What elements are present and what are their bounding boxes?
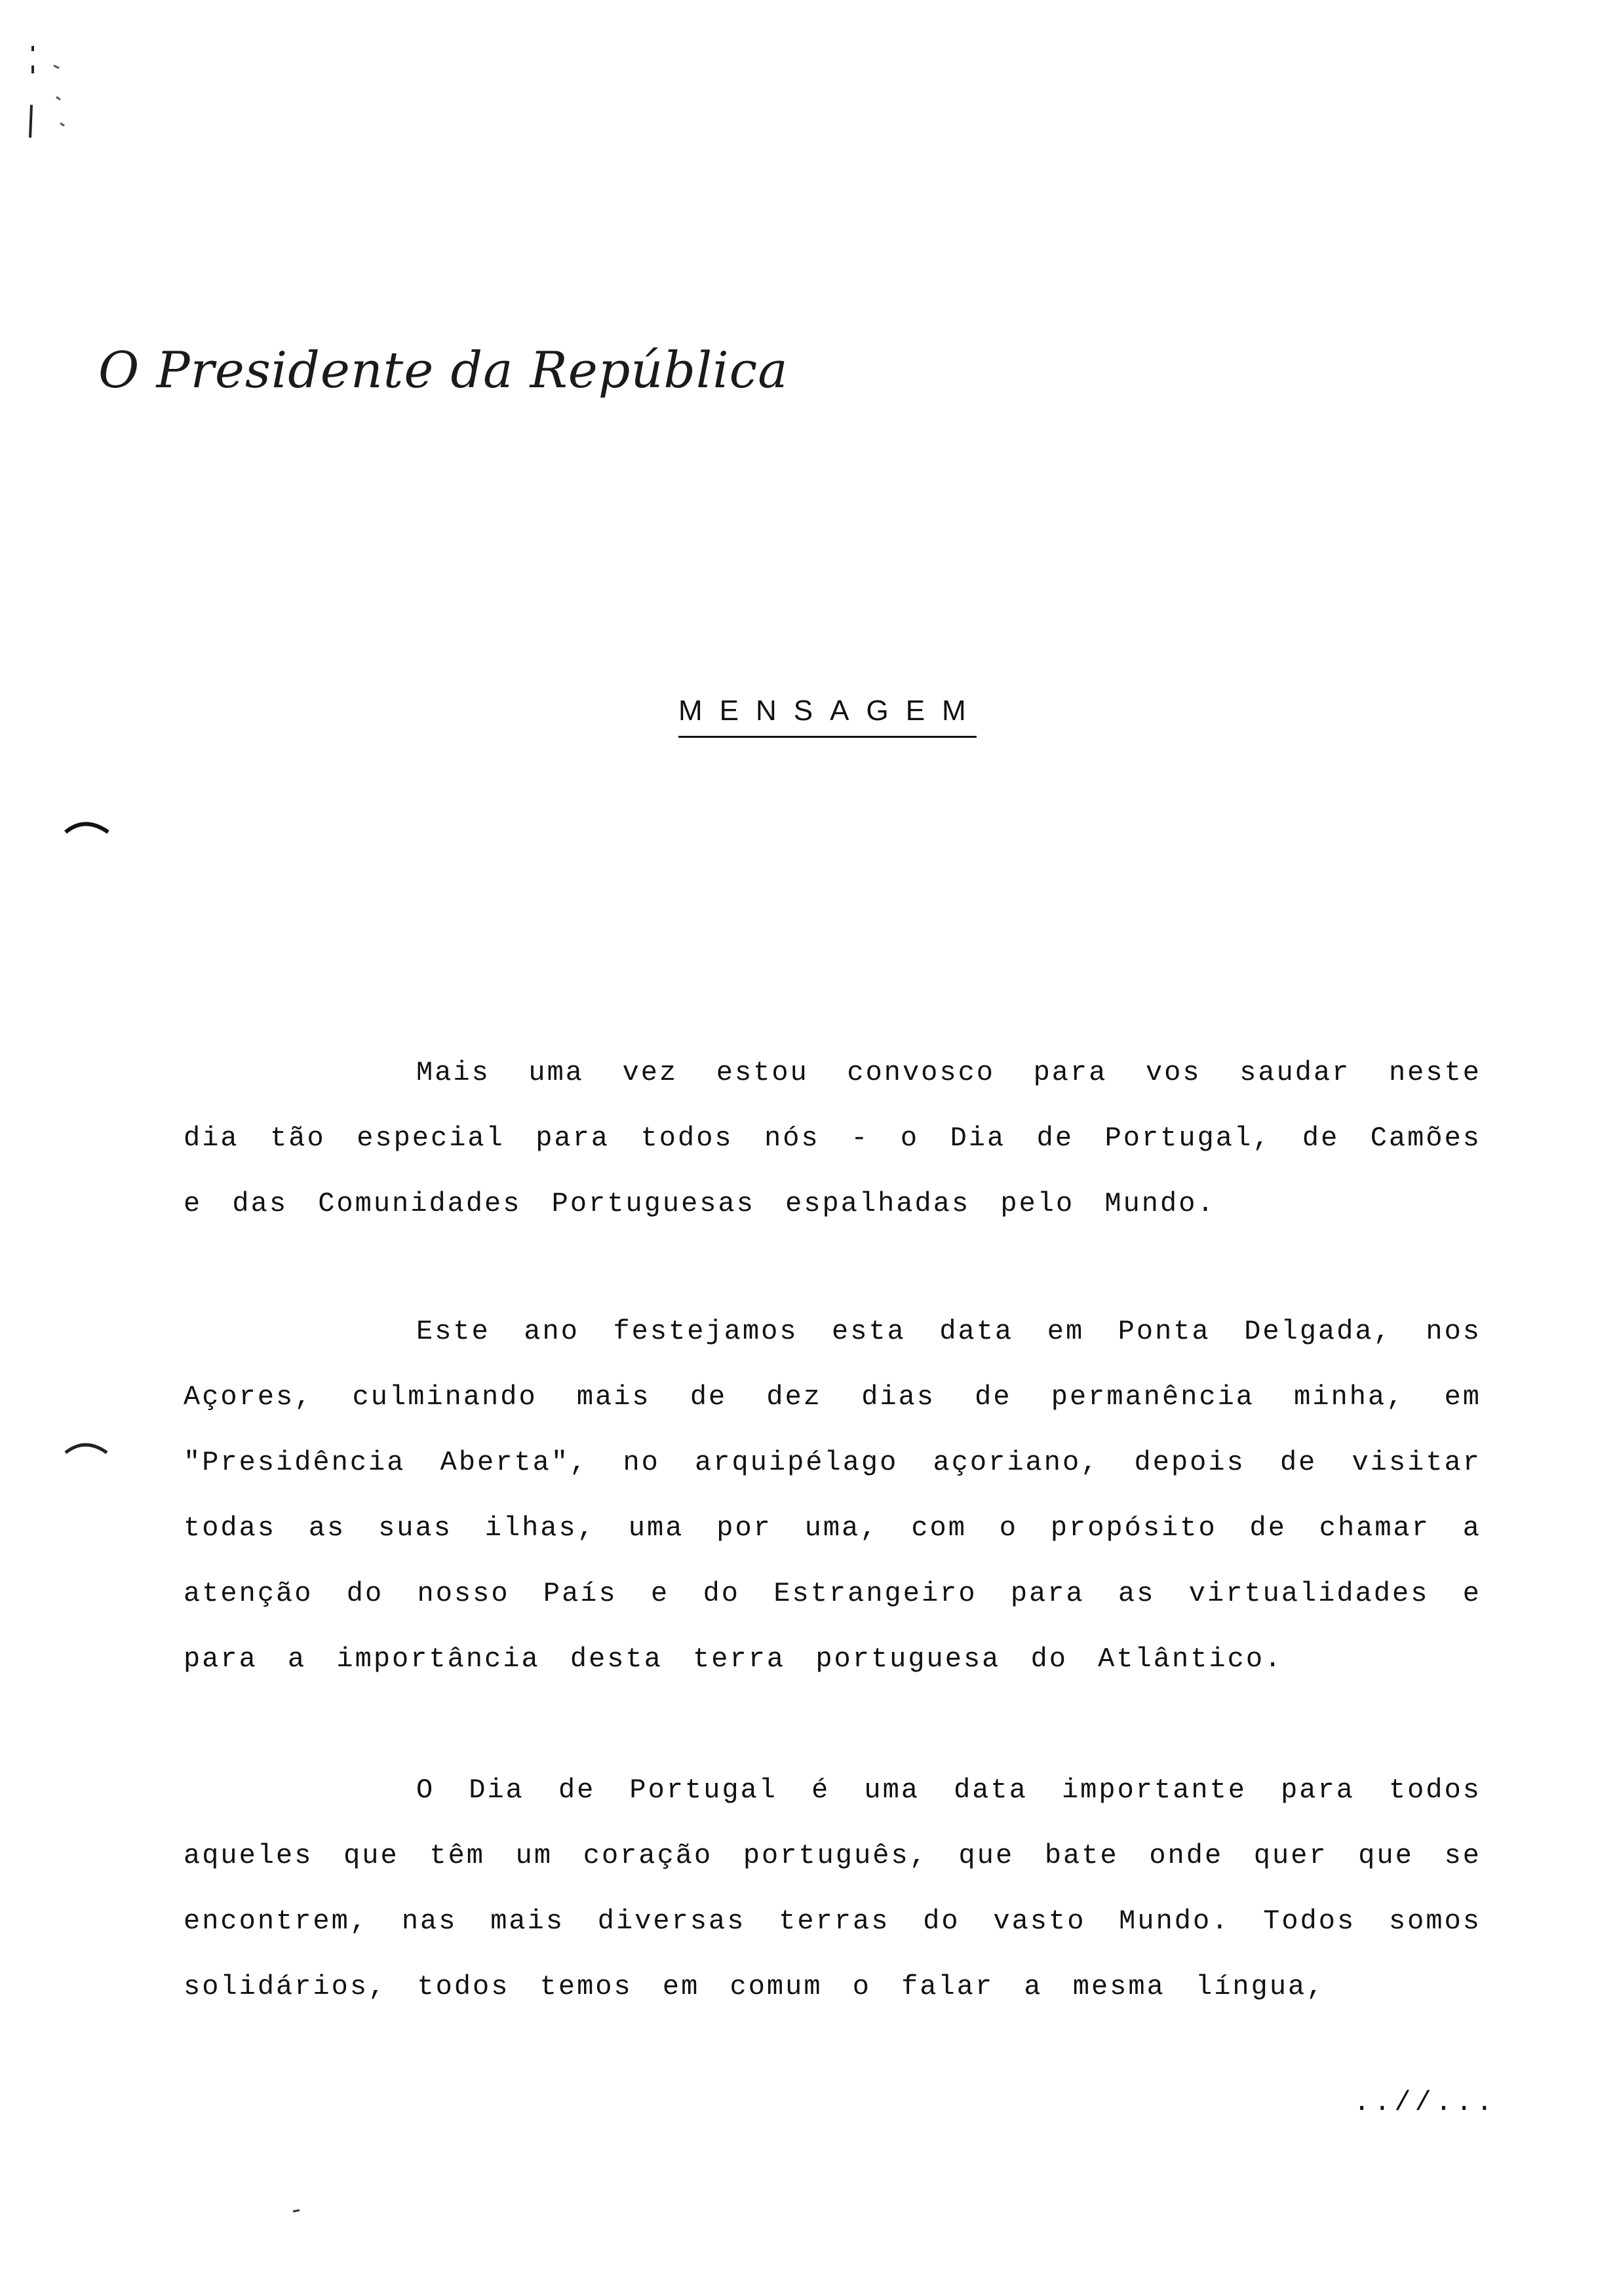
scan-mark-top-left	[20, 39, 98, 144]
paragraph-3: O Dia de Portugal é uma data importante para todos aqueles que têm um coração português, que bate onde quer que se encontrem, nas mais diversas terras do vasto Mundo. Todos somos solidários, todos temos em comum o falar a mesma língua,	[184, 1774, 1481, 2002]
scan-dot	[292, 2208, 305, 2215]
letterhead: O Presidente da República	[98, 341, 788, 399]
hole-punch-mark-upper	[62, 813, 115, 839]
hole-punch-mark-lower	[62, 1432, 115, 1458]
page-title: MENSAGEM	[678, 695, 983, 727]
paragraph-2: Este ano festejamos esta data em Ponta Delgada, nos Açores, culminando mais de dez dias de permanência minha, em "Presidência Aberta", no arquipélago açoriano, depois de visitar todas as suas ilhas, uma por uma, com o propósito de chamar a atenção do nosso País e do Estrangeiro para as virtualidades e para a importância desta terra portuguesa do Atlântico.	[184, 1316, 1481, 1675]
paragraph-1: Mais uma vez estou convosco para vos saudar neste dia tão especial para todos nós - o Dia de Portugal, de Camões e das Comunidades Portuguesas espalhadas pelo Mundo.	[184, 1057, 1481, 1219]
continuation-mark: ..//...	[1353, 2087, 1497, 2118]
title-underline	[678, 736, 977, 738]
